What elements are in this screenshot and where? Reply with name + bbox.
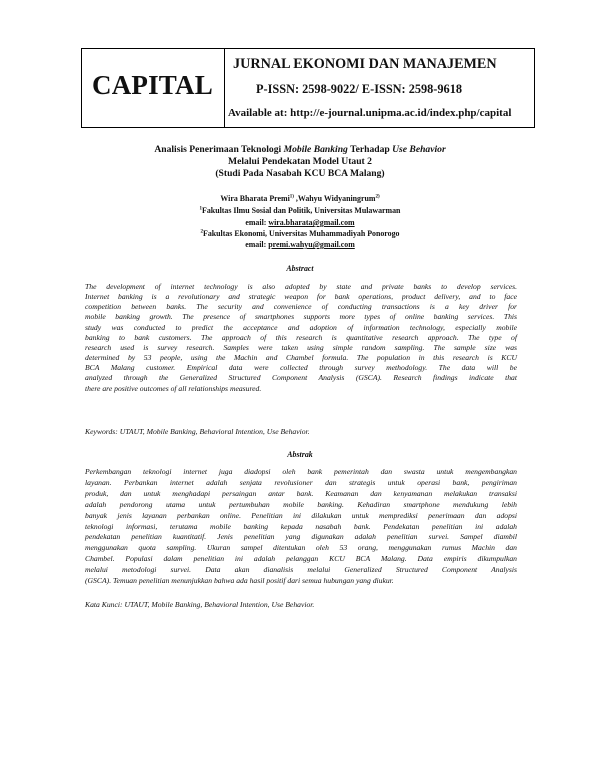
abstrak-line: produk, dan untuk menghadapi persaingan antar bank. Keamanan dan kenyamanan melakukan transaksi bbox=[85, 488, 517, 498]
abstract-line: The development of internet technology is also adopted by state and private banks to develop services. bbox=[85, 282, 517, 291]
abstract-line: competition between banks. The security and convenience of conducting transactions is a key driver for bbox=[85, 302, 517, 312]
abstract-heading: Abstract bbox=[286, 264, 314, 273]
affiliation-1: $^1$Fakultas Ilmu Sosial dan Politik, Universitas Mulawarman bbox=[199, 206, 401, 215]
journal-header bbox=[81, 48, 535, 128]
email-1: email: wira.bharata@gmail.com bbox=[245, 218, 355, 227]
abstrak-line: teknologi informasi, terutama mobile banking kepada nasabah bank. Pendekatan penelitian ini adalah bbox=[85, 521, 517, 531]
abstrak-line: (GSCA). Temuan penelitian menunjukkan bahwa ada hasil positif dari semua hubungan yang diukur. bbox=[85, 576, 394, 585]
email-2: email: premi.wahyu@gmail.com bbox=[245, 240, 355, 249]
abstrak-line: pendekatan penelitian kuantitatif. Jenis penelitian yang digunakan adalah penelitian survei. Sampel diambil bbox=[85, 532, 517, 542]
abstrak-heading: Abstrak bbox=[287, 450, 313, 459]
email-2-link[interactable]: premi.wahyu@gmail.com bbox=[268, 240, 355, 249]
journal-info-cell bbox=[225, 49, 534, 127]
abstract-line: mobile banking growth. The presence of smartphones supports more types of online banking services. This bbox=[85, 312, 517, 322]
abstract-line: there are positive outcomes of all relationships measured. bbox=[85, 383, 262, 393]
abstrak-line: melalui metodologi survei. Data akan dianalisis melalui Generalized Structured Component Analysis bbox=[85, 565, 517, 575]
abstract-line: analyzed through the Generalized Structured Component Analysis (GSCA). Research findings indicate that bbox=[85, 373, 517, 383]
abstrak-keywords: Kata Kunci: UTAUT, Mobile Banking, Behavioral Intention, Use Behavior. bbox=[85, 600, 315, 609]
journal-url: Available at: http://e-journal.unipma.ac.id/index.php/capital bbox=[228, 107, 512, 119]
paper-title-line2: Melalui Pendekatan Model Utaut 2 bbox=[228, 156, 372, 167]
issn: P-ISSN: 2598-9022/ E-ISSN: 2598-9618 bbox=[256, 82, 462, 96]
abstrak-line: Perkembangan teknologi internet juga diadopsi oleh bank pemerintah dan swasta untuk mengembangkan bbox=[85, 467, 517, 476]
abstrak-line: Chambel. Populasi dalam penelitian ini adalah pelanggan KCU BCA Malang. Data empiris dikumpulkan bbox=[85, 554, 517, 564]
affiliation-2: $^2$Fakultas Ekonomi, Universitas Muhammadiyah Ponorogo bbox=[200, 229, 400, 238]
logo-cell bbox=[82, 49, 225, 127]
abstract-line: research used is survey research. Samples were taken using simple random sampling. The sample size was bbox=[85, 342, 517, 352]
abstract-line: determined by 53 people, using the Machin and Chambel formula. The population in this research is KCU bbox=[85, 353, 517, 363]
abstrak-line: layanan. Perbankan internet adalah senjata revolusioner dan strategis untuk operasi bank, pengiriman bbox=[85, 477, 517, 487]
abstract-line: banking to bank customers. The approach of this research is quantitative research approach. The type of bbox=[85, 332, 517, 342]
email-1-link[interactable]: wira.bharata@gmail.com bbox=[268, 218, 355, 227]
journal-name: JURNAL EKONOMI DAN MANAJEMEN bbox=[233, 56, 497, 72]
abstrak-line: menggunakan quota sampling. Ukuran sampel ditentukan oleh 53 orang, menggunakan rumus Machin dan bbox=[85, 543, 517, 553]
abstract-keywords: Keywords: UTAUT, Mobile Banking, Behavioral Intention, Use Behavior. bbox=[85, 427, 310, 436]
abstrak-line: adalah pendorong utama untuk pertumbuhan mobile banking. Kehadiran smartphone mendukung lebih bbox=[85, 499, 517, 509]
paper-title-line3: (Studi Pada Nasabah KCU BCA Malang) bbox=[215, 168, 385, 179]
abstract-line: BCA Malang customer. Empirical data were collected through survey methodology. The data will be bbox=[85, 363, 517, 373]
paper-title-line1: Analisis Penerimaan Teknologi Mobile Banking Terhadap Use Behavior bbox=[154, 144, 446, 155]
abstract-line: Internet banking is a revolutionary and strategic weapon for bank operations, product delivery, and to face bbox=[85, 292, 517, 302]
abstrak-line: banyak jenis layanan perbankan online. Penelitian ini dilakukan untuk memprediksi penerimaan dan adopsi bbox=[85, 510, 517, 520]
journal-logo: CAPITAL bbox=[92, 70, 213, 100]
abstract-line: study was conducted to predict the acceptance and adoption of information technology, especially mobile bbox=[85, 322, 517, 332]
author-names: Wira Bharata Premi$^{1)}$ ,Wahyu Widyaningrum$^{2)}$ bbox=[220, 194, 380, 203]
